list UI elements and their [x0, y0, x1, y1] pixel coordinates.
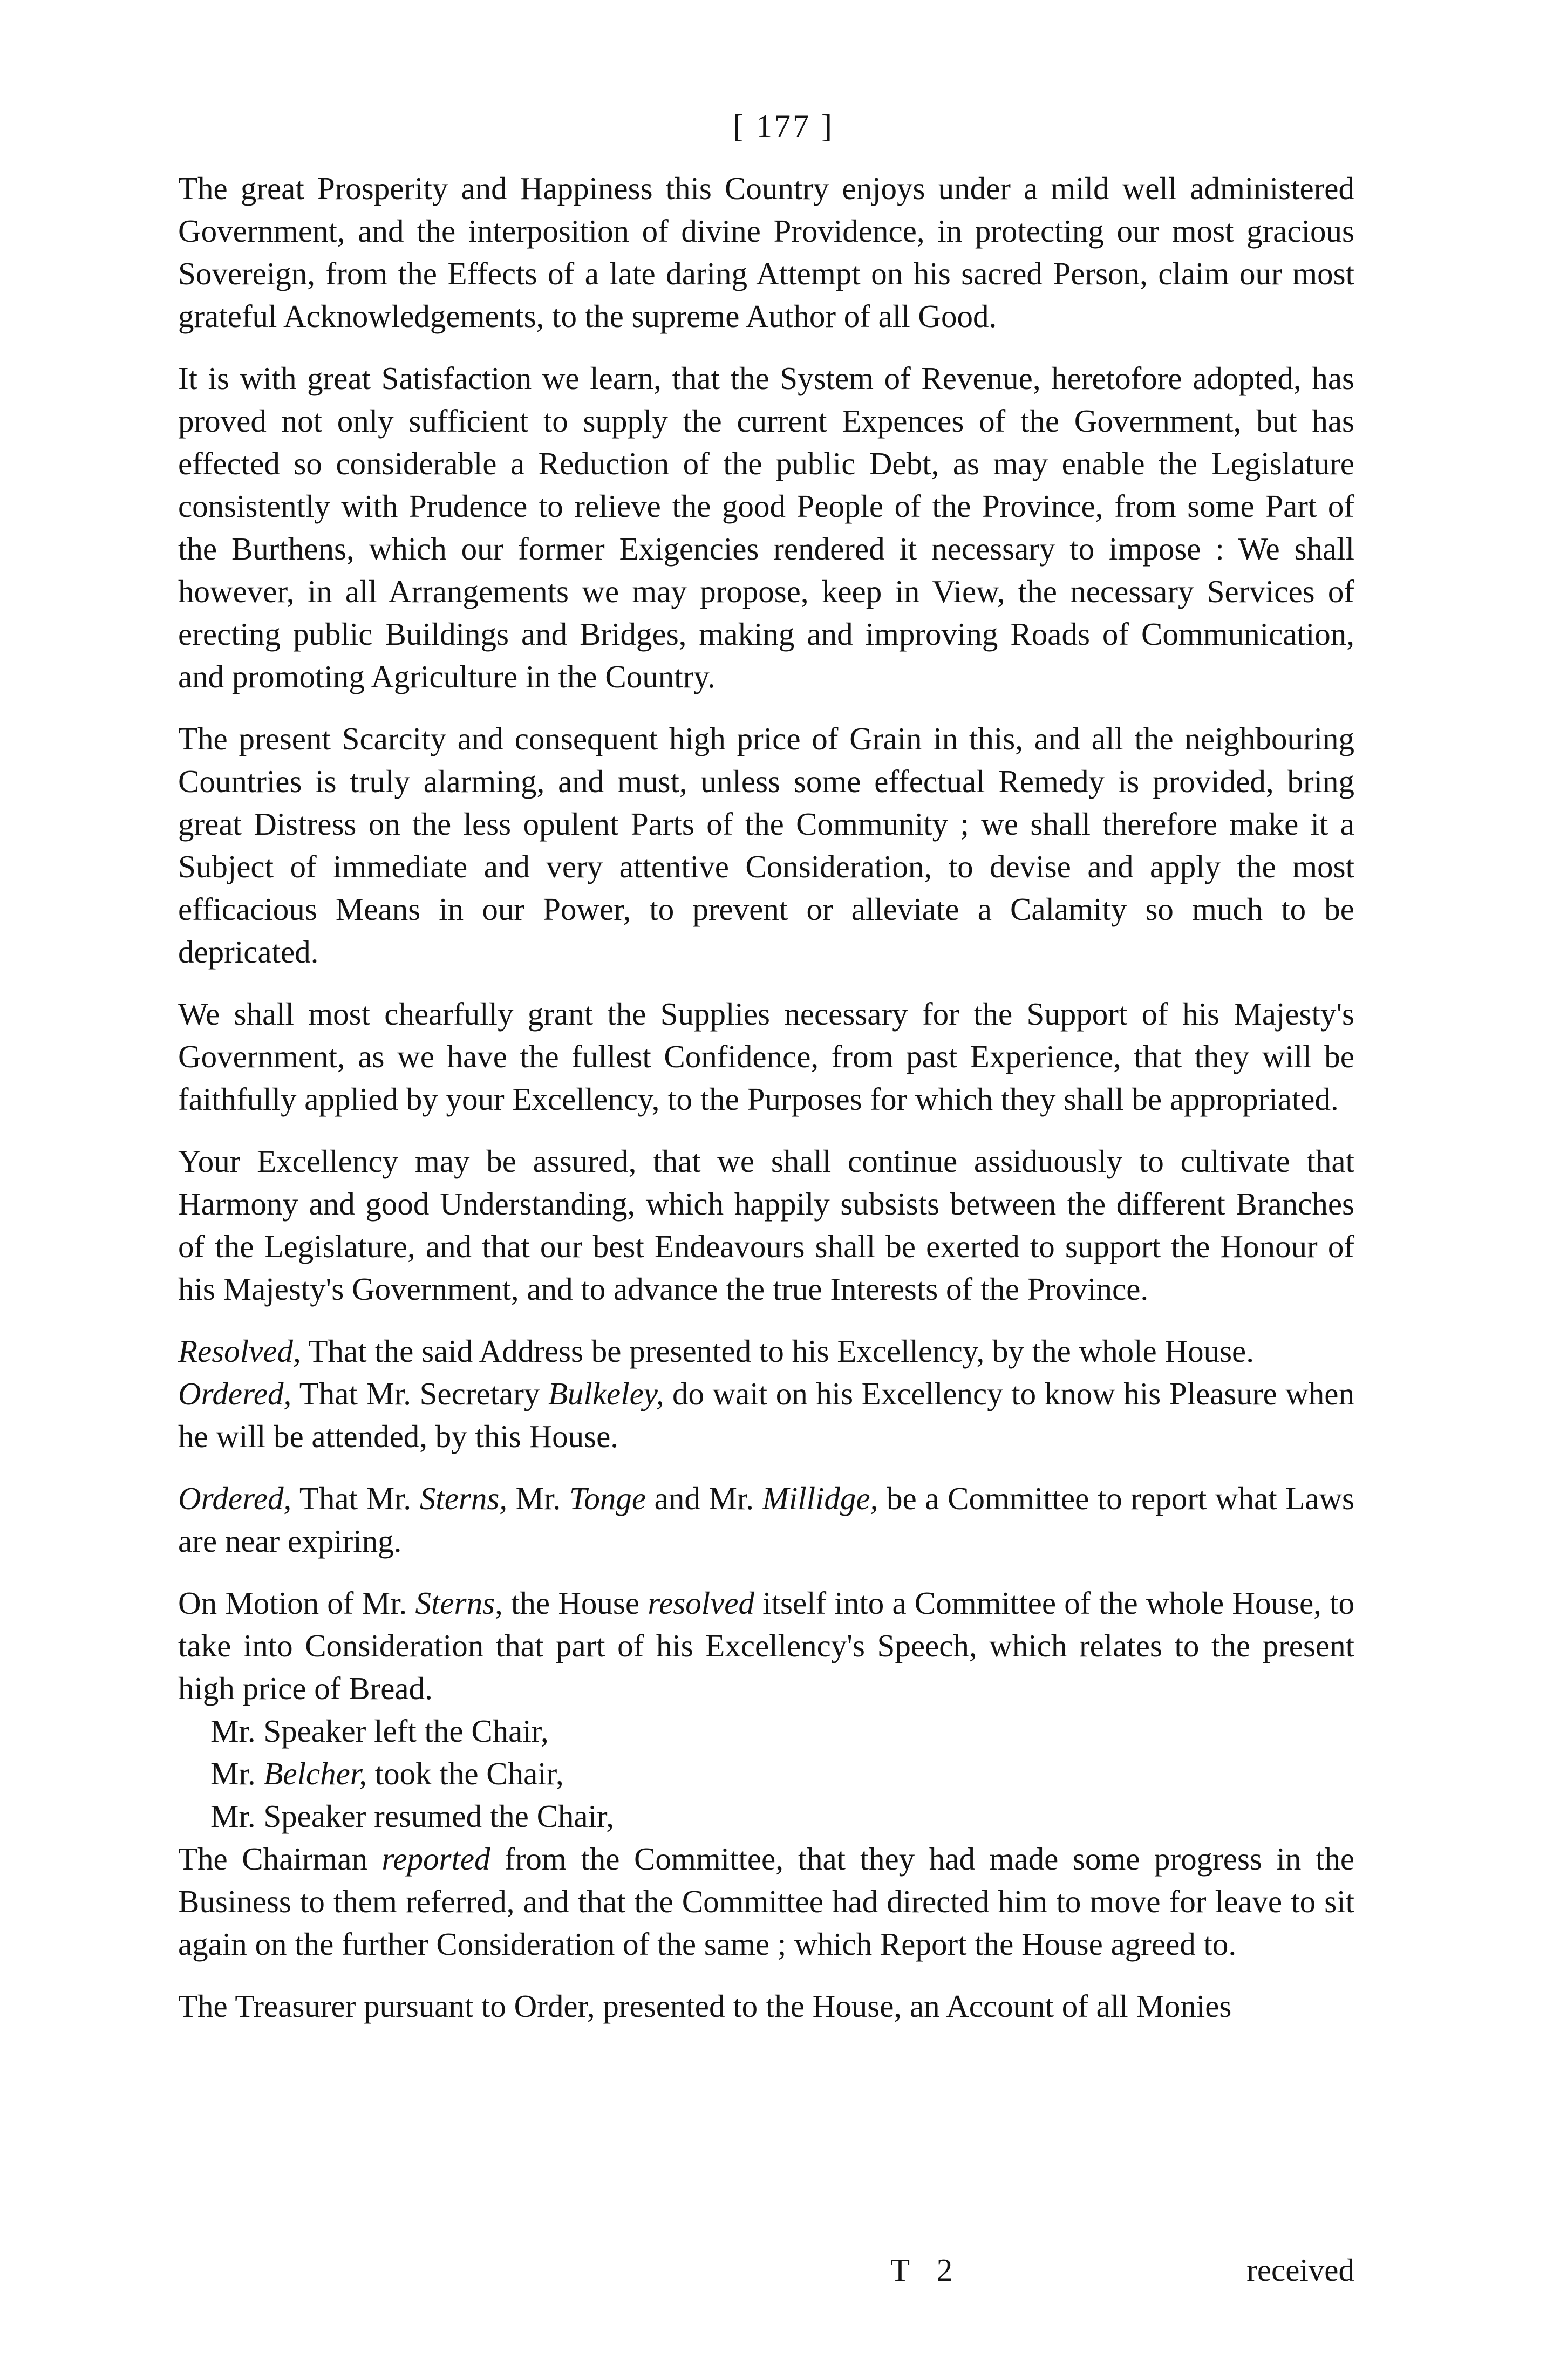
order-committee	[178, 1477, 1354, 1563]
report-text: The Chairman	[178, 1841, 382, 1877]
motion-text: On Motion of Mr.	[178, 1585, 415, 1621]
document-body	[178, 167, 1354, 2028]
member-name: Tonge	[569, 1481, 646, 1516]
member-name: Sterns,	[415, 1585, 503, 1621]
resolved-word: resolved	[648, 1585, 754, 1621]
order-text: That Mr.	[291, 1481, 420, 1516]
ordered-label: Ordered,	[178, 1376, 292, 1411]
report-text: from the Committee, that they had made some progress in the Business to them referred, and that the Committee had directed him to move for leave to sit again on the further Consideration of the same ; which Report the House agreed to.	[178, 1841, 1354, 1962]
order-text: do wait on his Excellency to know his Pleasure when he will be attended, by this House.	[178, 1376, 1354, 1454]
catchword: received	[1246, 2252, 1354, 2288]
member-name: Sterns,	[419, 1481, 508, 1516]
motion-text: itself into a Committee of the whole House, to take into Consideration that part of his Excellency's Speech, which relates to the present high price of Bread.	[178, 1585, 1354, 1706]
motion-committee	[178, 1582, 1354, 1710]
member-name: Belcher,	[263, 1756, 367, 1791]
chair-line-speaker-left: Mr. Speaker left the Chair,	[210, 1713, 549, 1749]
treasurer-account: The Treasurer pursuant to Order, presented to the House, an Account of all Monies	[178, 1988, 1232, 2024]
motion-text: the House	[502, 1585, 648, 1621]
chair-text: Mr.	[210, 1756, 264, 1791]
chair-text: took the Chair,	[367, 1756, 564, 1791]
member-name: Bulkeley,	[548, 1376, 664, 1411]
resolution-address	[178, 1330, 1354, 1373]
paragraph-revenue: It is with great Satisfaction we learn, that the System of Revenue, heretofore adopted, has proved not only sufficient to supply the current Expences of the Government, but has effected so considerable a Reduction of the public Debt, as may enable the Legislature consistently with Prudence to relieve the good People of the Province, from some Part of the Burthens, which our former Exigencies rendered it necessary to impose : We shall however, in all Arrangements we may propose, keep in View, the necessary Services of erecting public Buildings and Bridges, making and improving Roads of Communication, and promoting Agriculture in the Country.	[178, 360, 1354, 694]
order-text: That Mr. Secretary	[291, 1376, 548, 1411]
chair-line-speaker-resumed: Mr. Speaker resumed the Chair,	[210, 1798, 615, 1834]
signature-mark: T 2	[890, 2252, 963, 2288]
paragraph-supplies: We shall most chearfully grant the Supplies necessary for the Support of his Majesty's Government, as we have the fullest Confidence, from past Experience, that they will be faithfully applied by your Excellency, to the Purposes for which they shall be appropriated.	[178, 996, 1354, 1117]
resolved-text: That the said Address be presented to his Excellency, by the whole House.	[301, 1333, 1254, 1369]
member-name: Millidge,	[762, 1481, 878, 1516]
paragraph-harmony: Your Excellency may be assured, that we shall continue assiduously to cultivate that Harmony and good Understanding, which happily subsists between the different Branches of the Legislature, and that our best Endeavours shall be exerted to support the Honour of his Majesty's Government, and to advance the true Interests of the Province.	[178, 1143, 1354, 1307]
ordered-label: Ordered,	[178, 1481, 292, 1516]
chair-line-belcher	[178, 1752, 1354, 1795]
order-text: be a Committee to report what Laws are near expiring.	[178, 1481, 1355, 1559]
order-text: and Mr.	[646, 1481, 762, 1516]
chairman-report	[178, 1838, 1354, 1966]
order-text: Mr.	[507, 1481, 569, 1516]
paragraph-prosperity: The great Prosperity and Happiness this Country enjoys under a mild well administered Government, and the interposition of divine Providence, in protecting our most gracious Sovereign, from the Effects of a late daring Attempt on his sacred Person, claim our most grateful Acknowledgements, to the supreme Author of all Good.	[178, 171, 1354, 334]
page-number: [ 177 ]	[733, 108, 834, 144]
order-secretary	[178, 1373, 1354, 1458]
paragraph-scarcity: The present Scarcity and consequent high price of Grain in this, and all the neighbouring Countries is truly alarming, and must, unless some effectual Remedy is provided, bring great Distress on the less opulent Parts of the Community ; we shall therefore make it a Subject of immediate and very attentive Consideration, to devise and apply the most efficacious Means in our Power, to prevent or alleviate a Calamity so much to be depricated.	[178, 721, 1354, 970]
resolved-label: Resolved,	[178, 1333, 301, 1369]
reported-word: reported	[381, 1841, 490, 1877]
